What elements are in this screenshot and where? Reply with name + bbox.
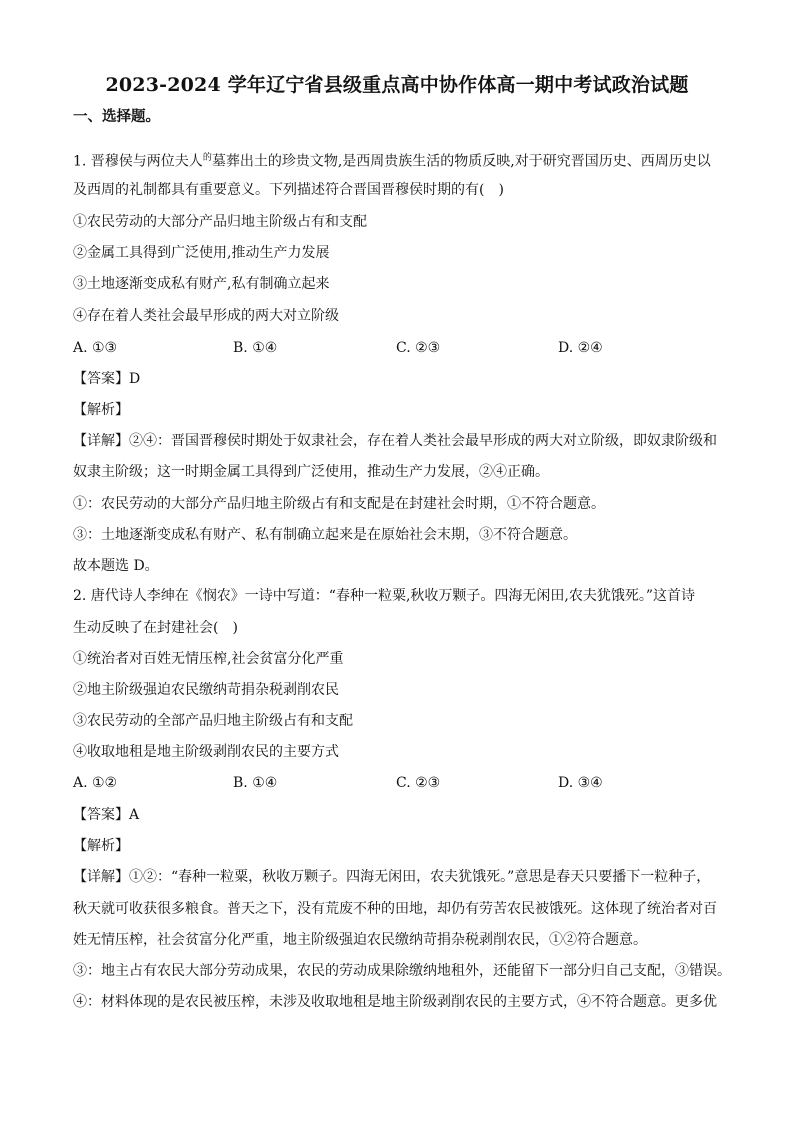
section-heading: 一、选择题。 [73,108,160,125]
q2-option-d: D. ③④ [558,775,603,791]
q2-stem-line1: 2. 唐代诗人李绅在《悯农》一诗中写道：“春种一粒粟,秋收万颗子。四海无闲田,农夫犹饿死。”这首诗 [73,588,696,604]
q1-statement-2: ②金属工具得到广泛使用,推动生产力发展 [73,245,330,261]
q1-detail-line1: 【详解】②④：晋国晋穆侯时期处于奴隶社会，存在着人类社会最早形成的两大对立阶级，即奴隶阶级和 [73,433,717,449]
q1-statement-1: ①农民劳动的大部分产品归地主阶级占有和支配 [73,214,367,230]
q2-detail-line4: ③：地主占有农民大部分劳动成果，农民的劳动成果除缴纳地租外，还能留下一部分归自己支配，③错误。 [73,963,731,979]
q2-answer: 【答案】A [73,807,140,823]
q2-option-b: B. ①④ [233,775,278,791]
q1-detail-line5: 故本题选 D。 [73,558,159,574]
q2-option-c: C. ②③ [396,775,441,791]
q1-option-b: B. ①④ [233,340,278,356]
q1-stem-line1-b: 墓葬出土的珍贵文物,是西周贵族生活的物质反映,对于研究晋国历史、西周历史以 [211,153,711,170]
q1-detail-line3: ①：农民劳动的大部分产品归地主阶级占有和支配是在封建社会时期，①不符合题意。 [73,496,605,512]
q2-option-a: A. ①② [73,775,118,791]
q1-detail-line2: 奴隶主阶级；这一时期金属工具得到广泛使用，推动生产力发展，②④正确。 [73,464,549,480]
q2-detail-line5: ④：材料体现的是农民被压榨，未涉及收取地租是地主阶级剥削农民的主要方式，④不符合题意。更多优 [73,994,717,1010]
q2-detail-line1: 【详解】①②：“春种一粒粟，秋收万颗子。四海无闲田，农夫犹饿死。”意思是春天只要播下一粒种子， [73,869,711,885]
q1-analysis-tag: 【解析】 [73,402,129,418]
q2-statement-3: ③农民劳动的全部产品归地主阶级占有和支配 [73,713,353,729]
q1-statement-4: ④存在着人类社会最早形成的两大对立阶级 [73,308,339,324]
q1-stem-line1 [73,148,733,172]
q1-option-a: A. ①③ [73,340,118,356]
q2-detail-line2: 秋天就可收获很多粮食。普天之下，没有荒废不种的田地，却仍有劳苦农民被饿死。这体现了统治者对百 [73,901,717,917]
q1-option-d: D. ②④ [558,340,603,356]
q1-statement-3: ③土地逐渐变成私有财产,私有制确立起来 [73,276,330,292]
q2-stem-line2: 生动反映了在封建社会( ) [73,620,238,636]
q1-stem-sup: 的 [202,153,212,163]
q1-stem-line2: 及西周的礼制都具有重要意义。下列描述符合晋国晋穆侯时期的有( ) [73,182,504,198]
q1-stem-line1-a: 1. 晋穆侯与两位夫人 [73,153,203,170]
q2-detail-line3: 姓无情压榨，社会贫富分化严重，地主阶级强迫农民缴纳苛捐杂税剥削农民，①②符合题意。 [73,932,647,948]
q2-analysis-tag: 【解析】 [73,838,129,854]
q1-detail-line4: ③：土地逐渐变成私有财产、私有制确立起来是在原始社会末期，③不符合题意。 [73,527,577,543]
q2-statement-4: ④收取地租是地主阶级剥削农民的主要方式 [73,744,339,760]
q2-statement-2: ②地主阶级强迫农民缴纳苛捐杂税剥削农民 [73,682,339,698]
q1-option-c: C. ②③ [396,340,441,356]
page-title: 2023-2024 学年辽宁省县级重点高中协作体高一期中考试政治试题 [105,74,689,96]
q2-statement-1: ①统治者对百姓无情压榨,社会贫富分化严重 [73,651,344,667]
q1-answer: 【答案】D [73,371,141,387]
